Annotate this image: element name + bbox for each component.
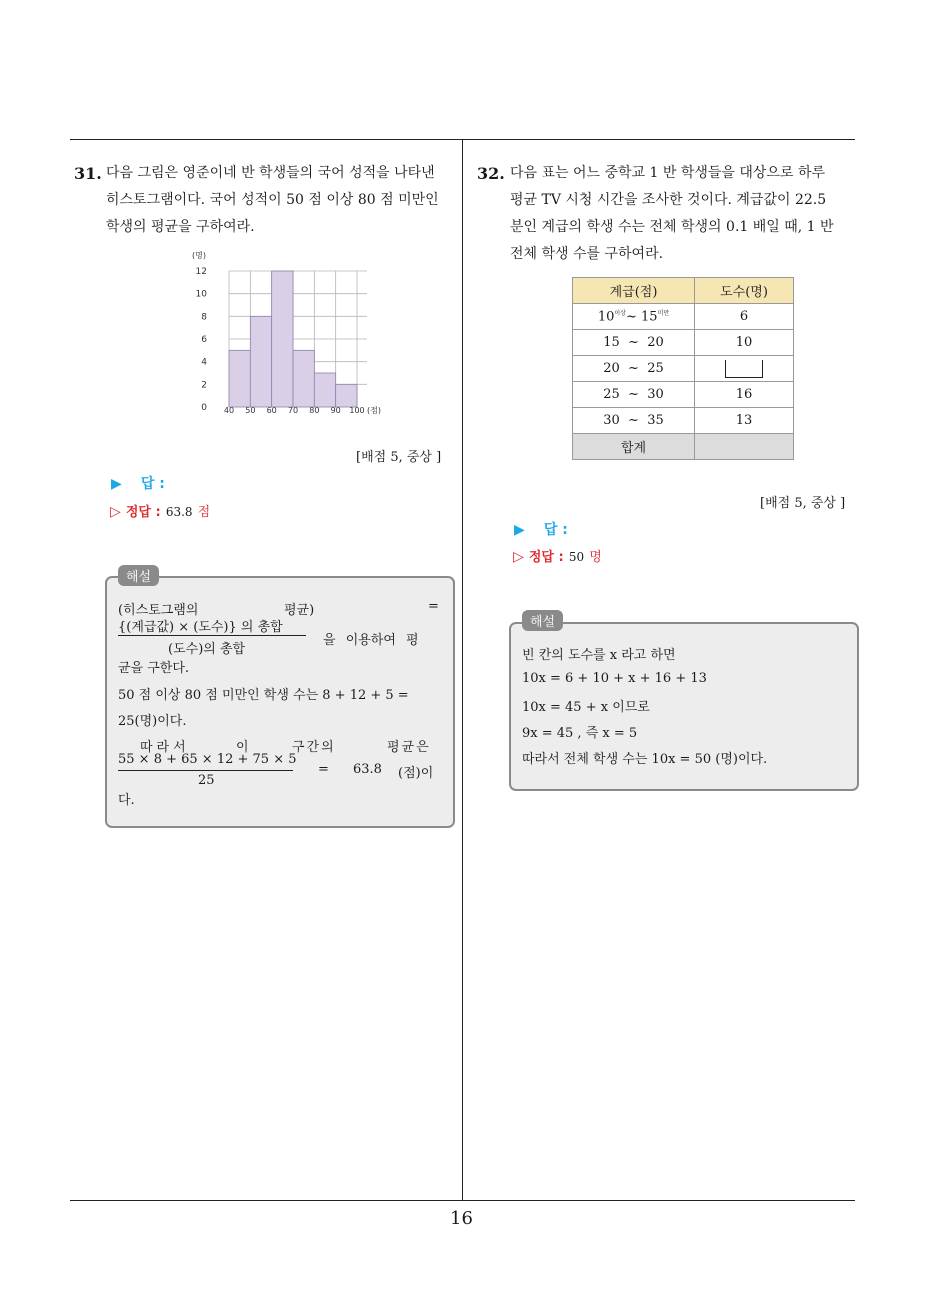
y-tick-label: 12: [195, 267, 207, 277]
class-tilde: ~: [628, 387, 639, 402]
y-tick-label: 0: [201, 403, 207, 413]
q31-sol-l6b: 이: [236, 740, 249, 755]
q32-correct-row: [513, 546, 602, 565]
q31-frac2-den: 25: [198, 773, 215, 788]
table-row: [573, 304, 794, 330]
q32-meta: [배점 5, 중상 ]: [760, 496, 846, 511]
class-tilde: ~: [628, 413, 639, 428]
class-to: 15: [641, 309, 658, 325]
class-to-sup: 미만: [657, 310, 670, 318]
column-divider: [462, 139, 463, 1201]
q31-sol-l1a: (히스토그램의: [118, 603, 199, 618]
q31-line-2: 히스토그램이다. 국어 성적이 50 점 이상 80 점 미만인: [106, 192, 439, 208]
table-header-count: 도수(명): [695, 278, 794, 304]
class-to: 30: [647, 387, 664, 402]
class-from: 20: [603, 361, 620, 376]
table-row: [573, 330, 794, 356]
q31-frac1-num: {(계급값) × (도수)} 의 총합: [118, 620, 283, 635]
q31-sol-l3: 균을 구한다.: [118, 661, 190, 676]
histogram-bar: [336, 384, 357, 407]
q32-answer-row[interactable]: [514, 519, 568, 539]
class-from-sup: 이상: [614, 310, 626, 318]
count-cell: 10: [695, 330, 794, 356]
correct-unit: 명: [589, 550, 602, 565]
q31-frac2-bar: [118, 770, 293, 771]
class-from: 15: [603, 335, 620, 350]
q31-sol-l2tail: 을 이용하여 평: [323, 633, 419, 648]
q31-number: 31.: [74, 164, 102, 183]
class-tilde: ~: [628, 361, 639, 376]
q32-sol-line-4: 9x = 45 , 즉 x = 5: [522, 726, 638, 741]
table-total-row: [573, 434, 794, 460]
q31-sol-l1b: 평균): [284, 603, 315, 618]
correct-label: 정답 :: [528, 550, 564, 565]
q31-frac2-num: 55 × 8 + 65 × 12 + 75 × 5: [118, 752, 297, 767]
q32-sol-line-2: 10x = 6 + 10 + x + 16 + 13: [522, 671, 707, 686]
q32-sol-line-5: 따라서 전체 학생 수는 10x = 50 (명)이다.: [522, 752, 768, 767]
histogram-bar: [293, 350, 314, 407]
q31-sol-l6a: 따라서: [140, 740, 190, 755]
q32-sol-line-3: 10x = 45 + x 이므로: [522, 700, 650, 715]
triangle-outline-icon: ▷: [513, 549, 524, 565]
q31-solution-tag: 해설: [118, 565, 159, 586]
class-from: 30: [603, 413, 620, 428]
histogram-chart: [188, 248, 381, 420]
correct-value: 50: [568, 550, 585, 564]
class-from: 10: [597, 309, 615, 325]
q32-solution-tag: 해설: [522, 610, 563, 631]
triangle-outline-icon: ▷: [110, 504, 121, 520]
q31-sol-l6c: 구간의: [292, 740, 336, 755]
q31-sol-l5: 25(명)이다.: [118, 714, 187, 729]
histogram-bar: [272, 271, 293, 407]
y-tick-label: 8: [201, 312, 207, 323]
q31-sol-val: 63.8: [353, 762, 382, 777]
correct-value: 63.8: [165, 505, 193, 519]
q31-sol-l6d: 평균은: [387, 740, 431, 755]
count-cell: 13: [695, 408, 794, 434]
q31-frac1-den: (도수)의 총합: [168, 642, 246, 657]
bottom-rule: [70, 1200, 855, 1201]
blank-answer-box[interactable]: [725, 360, 763, 378]
class-from: 25: [603, 387, 620, 402]
table-row: [573, 356, 794, 382]
q31-sol-l4: 50 점 이상 80 점 미만인 학생 수는 8 + 12 + 5 =: [118, 688, 409, 703]
histogram-bar: [250, 316, 271, 407]
q31-sol-l8: 다.: [118, 793, 135, 808]
class-tilde: ~: [625, 309, 637, 325]
q32-line-4: 전체 학생 수를 구하여라.: [510, 246, 664, 262]
frequency-table: [572, 277, 794, 460]
q31-line-3: 학생의 평균을 구하여라.: [106, 219, 255, 235]
play-arrow-icon: ▶: [111, 476, 122, 492]
x-axis-label: (점): [367, 406, 381, 415]
q31-sol-l1c: =: [428, 599, 439, 614]
q31-correct-row: [110, 501, 210, 520]
x-tick-label: 40: [223, 406, 235, 415]
histogram-bar: [314, 373, 335, 407]
total-value: [695, 434, 794, 460]
y-axis-label: (명): [192, 251, 206, 260]
correct-label: 정답 :: [125, 505, 161, 520]
q31-sol-eq: =: [318, 762, 329, 777]
page-number: 16: [450, 1208, 473, 1229]
q31-answer-row[interactable]: [111, 473, 165, 493]
q32-line-1: 다음 표는 어느 중학교 1 반 학생들을 대상으로 하루: [510, 165, 825, 181]
q32-line-3: 분인 계급의 학생 수는 전체 학생의 0.1 배일 때, 1 반: [510, 219, 834, 235]
answer-label: 답 :: [140, 476, 165, 492]
histogram-bar: [229, 350, 250, 407]
q32-line-2: 평균 TV 시청 시간을 조사한 것이다. 계급값이 22.5: [510, 192, 827, 208]
q31-meta: [배점 5, 중상 ]: [356, 450, 442, 465]
class-to: 35: [647, 413, 664, 428]
class-to: 25: [647, 361, 664, 376]
class-tilde: ~: [628, 335, 639, 350]
x-tick-label: 90: [330, 406, 341, 415]
class-to: 20: [647, 335, 664, 350]
y-tick-label: 4: [201, 357, 207, 368]
x-tick-label: 70: [287, 406, 299, 415]
y-tick-label: 6: [201, 335, 207, 345]
q31-frac1-bar: [118, 635, 306, 636]
answer-label: 답 :: [543, 522, 568, 538]
table-header-class: 계급(점): [573, 278, 695, 304]
q32-number: 32.: [477, 164, 505, 183]
q31-sol-unit: (점)이: [398, 766, 434, 781]
q32-text: [510, 160, 860, 268]
table-row: [573, 382, 794, 408]
q31-text: [106, 160, 458, 241]
x-tick-label: 50: [245, 406, 256, 415]
count-cell: 16: [695, 382, 794, 408]
x-tick-label: 60: [266, 406, 277, 415]
play-arrow-icon: ▶: [514, 522, 525, 538]
y-tick-label: 2: [201, 380, 207, 391]
total-label: 합계: [573, 434, 695, 460]
x-tick-label: 80: [309, 406, 320, 415]
y-tick-label: 10: [195, 289, 207, 300]
table-row: [573, 408, 794, 434]
correct-unit: 점: [197, 505, 211, 520]
q31-line-1: 다음 그림은 영준이네 반 학생들의 국어 성적을 나타낸: [106, 165, 435, 181]
q32-sol-line-1: 빈 칸의 도수를 x 라고 하면: [522, 648, 676, 663]
x-tick-label: 100: [349, 406, 365, 415]
count-cell: 6: [695, 304, 794, 330]
